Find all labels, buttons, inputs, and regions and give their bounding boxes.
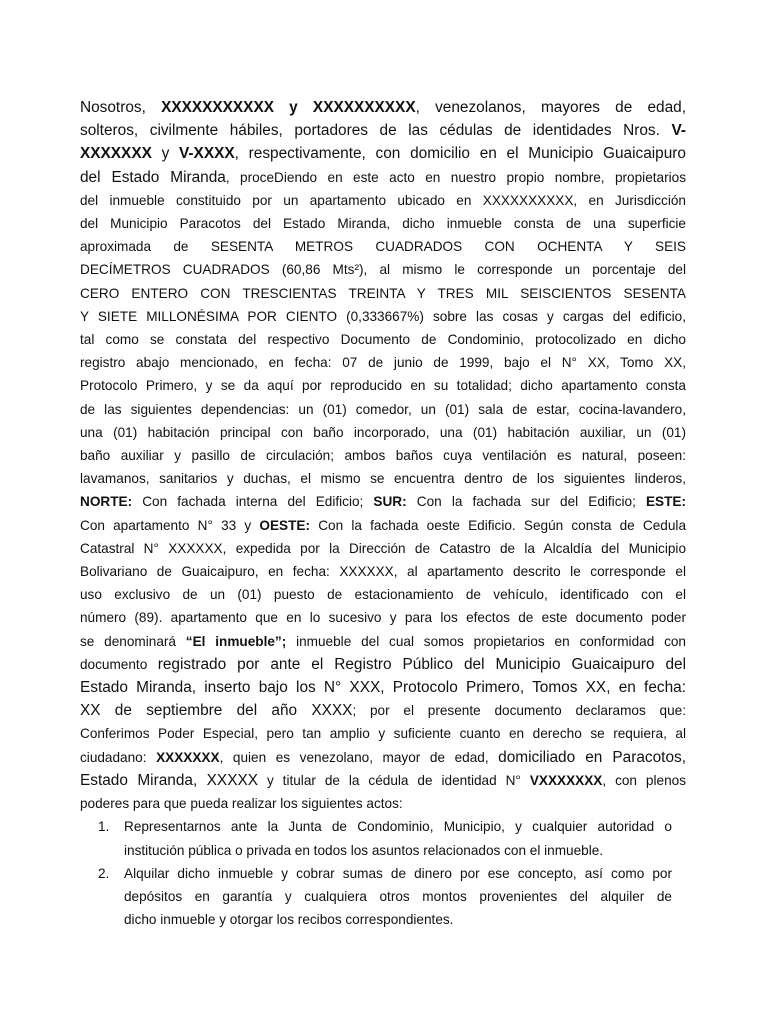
paragraph-line: Con apartamento N° 33 y OESTE: Con la fachada oeste Edificio. Según consta de Cedula [80,517,686,533]
paragraph-line: CERO ENTERO CON TRESCIENTAS TREINTA Y TRES MIL SEISCIENTOS SESENTA [80,285,686,301]
paragraph-line: aproximada de SESENTA METROS CUADRADOS CON OCHENTA Y SEIS [80,239,686,255]
paragraph-line: XX de septiembre del año XXXX; por el presente documento declaramos que: [80,702,686,720]
paragraph-line: ciudadano: XXXXXXX, quien es venezolano, mayor de edad, domiciliado en Paracotos, [80,748,686,766]
paragraph-line: baño auxiliar y pasillo de circulación; ambos baños cuya ventilación es natural, poseen: [80,448,686,464]
paragraph-line: del Estado Miranda, proceDiendo en este acto en nuestro propio nombre, propietarios [80,168,686,186]
list-number: 2. [98,865,110,881]
paragraph-line: Conferimos Poder Especial, pero tan amplio y suficiente cuanto en derecho se requiera, al [80,726,686,742]
paragraph-line: una (01) habitación principal con baño incorporado, una (01) habitación auxiliar, un (01) [80,424,686,440]
list-line: Representarnos ante la Junta de Condominio, Municipio, y cualquier autoridad o [124,819,672,835]
paragraph-line: lavamanos, sanitarios y duchas, el mismo se encuentra dentro de los siguientes linderos, [80,471,686,487]
list-line: Alquilar dicho inmueble y cobrar sumas de dinero por ese concepto, así como por [124,865,672,881]
document-body [80,96,686,931]
paragraph-line: solteros, civilmente hábiles, portadores de las cédulas de identidades Nros. V- [80,122,686,140]
paragraph-line: Nosotros, XXXXXXXXXXX y XXXXXXXXXX, venezolanos, mayores de edad, [80,99,686,116]
paragraph-line: Estado Miranda, inserto bajo los N° XXX, Protocolo Primero, Tomos XX, en fecha: [80,679,686,697]
paragraph-line: número (89). apartamento que en lo sucesivo y para los efectos de este documento poder [80,610,686,626]
list-line: depósitos en garantía y cualquiera otros montos provenientes del alquiler de [124,888,672,904]
paragraph-line: DECÍMETROS CUADRADOS (60,86 Mts²), al mismo le corresponde un porcentaje del [80,262,686,278]
paragraph-line: del inmueble constituido por un apartamento ubicado en XXXXXXXXXX, en Jurisdicción [80,192,686,208]
paragraph-line: documento registrado por ante el Registro Público del Municipio Guaicaipuro del [80,655,686,673]
paragraph-line: Catastral N° XXXXXX, expedida por la Dirección de Catastro de la Alcaldía del Municipio [80,540,686,556]
paragraph-line: se denominará “El inmueble”; inmueble del cual somos propietarios en conformidad con [80,633,686,649]
paragraph-line: uso exclusivo de un (01) puesto de estacionamiento de vehículo, identificado con el [80,587,686,603]
paragraph-line: Y SIETE MILLONÉSIMA POR CIENTO (0,333667%) sobre las cosas y cargas del edificio, [80,308,686,324]
paragraph-line: Protocolo Primero, y se da aquí por reproducido en su totalidad; dicho apartamento consta [80,378,686,394]
list-line: dicho inmueble y otorgar los recibos correspondientes. [124,912,454,928]
paragraph-line: de las siguientes dependencias: un (01) comedor, un (01) sala de estar, cocina-lavandero, [80,401,686,417]
paragraph-line: registro abajo mencionado, en fecha: 07 de junio de 1999, bajo el N° XX, Tomo XX, [80,355,686,371]
paragraph-line: NORTE: Con fachada interna del Edificio; SUR: Con la fachada sur del Edificio; ESTE: [80,494,687,510]
list-item [80,815,686,861]
paragraph-line: Bolivariano de Guaicaipuro, en fecha: XXXXXX, al apartamento descrito le corresponde el [80,564,686,580]
paragraph-line: tal como se constata del respectivo Documento de Condominio, protocolizado en dicho [80,332,686,348]
paragraph-line: XXXXXXX y V-XXXX, respectivamente, con domicilio en el Municipio Guaicaipuro [80,145,686,163]
list-item [80,862,686,932]
list-number: 1. [98,819,110,835]
paragraph-line: poderes para que pueda realizar los siguientes actos: [80,796,403,812]
paragraph-line: del Municipio Paracotos del Estado Miranda, dicho inmueble consta de una superficie [80,216,686,232]
paragraph-line: Estado Miranda, XXXXX y titular de la cédula de identidad N° VXXXXXXX, con plenos [80,771,686,789]
list-line: institución pública o privada en todos los asuntos relacionados con el inmueble. [124,842,604,858]
